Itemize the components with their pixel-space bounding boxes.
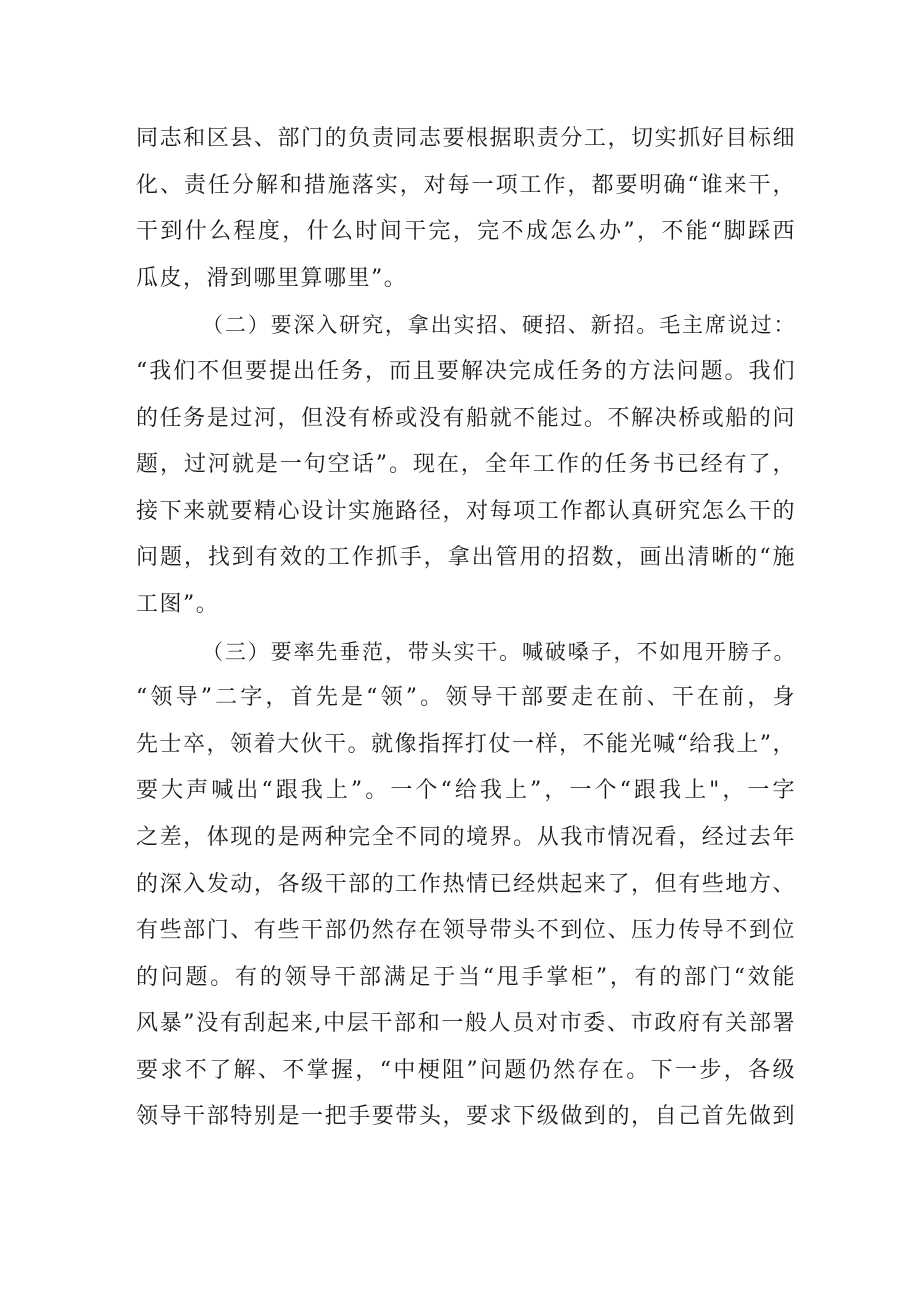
text-line: 有些部门、有些干部仍然存在领导带头不到位、压力传导不到位 <box>136 918 796 944</box>
text-line: 先士卒，领着大伙干。就像指挥打仗一样，不能光喊“给我上”， <box>136 731 796 757</box>
text-line: “我们不但要提出任务，而且要解决完成任务的方法问题。我们 <box>136 358 796 384</box>
text-line <box>136 1141 796 1188</box>
text-line: “领导”二字，首先是“领”。领导干部要走在前、干在前，身 <box>136 685 796 711</box>
text-line: 领导干部特别是一把手要带头，要求下级做到的，自己首先做到 <box>136 1104 796 1130</box>
text-line: 的任务是过河，但没有桥或没有船就不能过。不解决桥或船的问 <box>136 405 796 431</box>
text-line: 化、责任分解和措施落实，对每一项工作，都要明确“谁来干， <box>136 172 796 198</box>
text-line: 题，过河就是一句空话”。现在，全年工作的任务书已经有了， <box>136 452 796 478</box>
section-heading-line: （三）要率先垂范，带头实干。喊破嗓子，不如甩开膀子。 <box>202 639 796 664</box>
text-line: 风暴”没有刮起来,中层干部和一般人员对市委、市政府有关部署 <box>136 1011 796 1037</box>
text-line: 要求不了解、不掌握，“中梗阻”问题仍然存在。下一步，各级 <box>136 1057 796 1083</box>
text-line: 的问题。有的领导干部满足于当“甩手掌柜”，有的部门“效能 <box>136 964 796 990</box>
text-line <box>136 1188 796 1235</box>
text-line: 工图”。 <box>136 591 220 617</box>
section-heading-line: （二）要深入研究，拿出实招、硬招、新招。毛主席说过： <box>202 313 796 338</box>
text-line: 要大声喊出“跟我上”。一个“给我上”，一个“跟我上"，一字 <box>136 778 796 804</box>
text-line: 干到什么程度，什么时间干完，完不成怎么办”，不能“脚踩西 <box>136 219 796 245</box>
text-line: 之差，体现的是两种完全不同的境界。从我市情况看，经过去年 <box>136 824 796 850</box>
text-line: 的深入发动，各级干部的工作热情已经烘起来了，但有些地方、 <box>136 871 796 897</box>
body-text <box>136 116 796 1234</box>
text-line: 同志和区县、部门的负责同志要根据职责分工，切实抓好目标细 <box>136 126 796 151</box>
text-line: 瓜皮，滑到哪里算哪里”。 <box>136 265 408 291</box>
text-line: 接下来就要精心设计实施路径，对每项工作都认真研究怎么干的 <box>136 498 796 524</box>
text-line: 问题，找到有效的工作抓手，拿出管用的招数，画出清晰的“施 <box>136 545 796 571</box>
